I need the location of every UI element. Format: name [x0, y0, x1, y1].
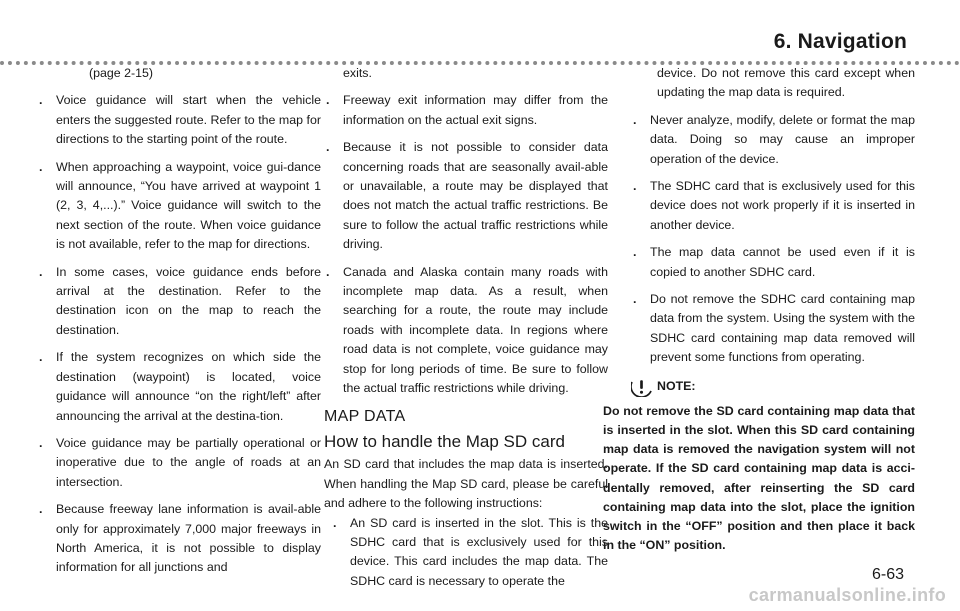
- list-item: . The map data cannot be used even if it is copied to another SDHC card.: [633, 245, 915, 279]
- continued-text: exits.: [343, 66, 372, 80]
- note-header: [631, 376, 915, 402]
- list-item: . In some cases, voice guidance ends before arrival at the destination. Refer to the destination icon on the map to reach the destination.: [39, 264, 321, 337]
- section-heading: MAP DATA: [324, 407, 406, 425]
- bullet: .: [39, 264, 43, 279]
- list-item: . When approaching a waypoint, voice gui-dance will announce, “You have arrived at waypoint 1 (2, 3, 4,...).” Voice guidance will switch to the next section of the route. When voice guidance is not available, refer to the map for directions.: [39, 159, 321, 252]
- paragraph: An SD card that includes the map data is inserted. When handling the Map SD card, please be careful and adhere to the following instructions:: [324, 457, 608, 511]
- bullet: .: [633, 179, 637, 194]
- bullet: .: [633, 112, 637, 127]
- note-label: NOTE:: [657, 378, 696, 393]
- list-item: . Freeway exit information may differ from the information on the actual exit signs.: [326, 93, 608, 127]
- bullet: .: [39, 502, 43, 517]
- bullet: .: [326, 140, 330, 155]
- bullet: .: [39, 159, 43, 174]
- list-item: . Because it is not possible to consider data concerning roads that are seasonally avail-able or unavailable, a route may be displayed that does not match the actual traffic restrictions. Be sure to follow the actual traffic restrictions while driving.: [326, 140, 608, 252]
- list-item: . If the system recognizes on which side the destination (waypoint) is located, voice guidance will announce “on the right/left” after announcing the arrival at the destina-tion.: [39, 350, 321, 423]
- column-2: [324, 64, 608, 591]
- bullet: .: [39, 435, 43, 450]
- list-item: . Because freeway lane information is avail-able only for approximately 7,000 major freeways in North America, it is not possible to display information for all junctions and: [39, 502, 321, 575]
- continued-text: (page 2-15): [89, 66, 154, 80]
- chapter-title: 6. Navigation: [773, 30, 907, 53]
- subsection-heading: How to handle the Map SD card: [324, 431, 565, 451]
- list-item: . Voice guidance will start when the vehicle enters the suggested route. Refer to the map for directions to the starting point of the route.: [39, 93, 321, 147]
- note-body: Do not remove the SD card containing map data that is inserted in the slot. When this SD card containing map data is removed the navigation system will not operate. If the SD card containing map data is acci-dentally removed, after reinserting the SD card containing map data into the slot, place the ignition switch in the “OFF” position and then place it back in the “ON” position.: [603, 403, 915, 553]
- list-item: . Voice guidance may be partially operational or inoperative due to the angle of roads at an intersection.: [39, 435, 321, 489]
- bullet: .: [633, 292, 637, 307]
- column-1: [37, 64, 321, 586]
- page-number: 6-63: [871, 566, 904, 583]
- list-item: . Canada and Alaska contain many roads with incomplete map data. As a result, when searching for a route, the route may include roads with incomplete data. In regions where road data is not complete, voice guidance may stop for long periods of time. Be sure to follow the actual traffic restrictions while driving.: [326, 264, 608, 396]
- column-3: [603, 64, 915, 555]
- list-item: . The SDHC card that is exclusively used for this device does not work properly if it is inserted in another device.: [633, 179, 915, 232]
- watermark: carmanualsonline.info: [748, 585, 946, 605]
- continued-text: device. Do not remove this card except when updating the map data is required.: [657, 66, 915, 100]
- list-item: . Never analyze, modify, delete or format the map data. Doing so may cause an improper operation of the device.: [633, 112, 915, 166]
- warning-icon: [631, 376, 652, 397]
- bullet: .: [333, 515, 337, 530]
- bullet: .: [326, 93, 330, 108]
- bullet: .: [326, 264, 330, 279]
- bullet: .: [633, 245, 637, 260]
- bullet: .: [39, 350, 43, 365]
- sub-list-item: . An SD card is inserted in the slot. This is the SDHC card that is exclusively used for this device. This card includes the map data. The SDHC card is necessary to operate the: [333, 515, 608, 588]
- bullet: .: [39, 93, 43, 108]
- list-item: . Do not remove the SDHC card containing map data from the system. Using the system with the SDHC card containing map data removed will prevent some functions from operating.: [633, 292, 915, 365]
